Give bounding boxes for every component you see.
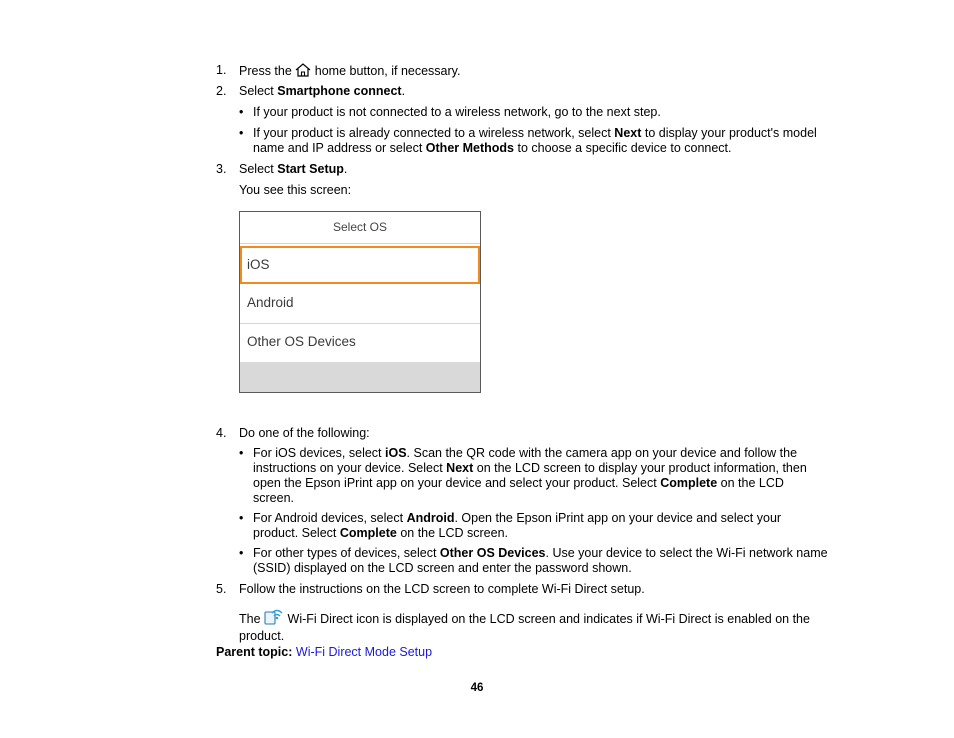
text: on the LCD screen. — [253, 476, 784, 505]
step-3-bold: Start Setup — [277, 162, 344, 176]
step-4-bullet-android — [253, 511, 828, 541]
step-3-pre: Select — [239, 162, 274, 176]
bold-text: Android — [406, 511, 455, 525]
bullet: • — [239, 511, 244, 525]
text: For Android devices, select — [253, 511, 404, 525]
wifi-direct-icon — [264, 609, 284, 629]
bold-text: Next — [446, 461, 474, 475]
step-5-text: Follow the instructions on the LCD screen to complete Wi-Fi Direct setup. — [239, 582, 645, 596]
lcd-select-os-screen — [239, 211, 481, 393]
step-2-pre: Select — [239, 84, 274, 98]
bullet: • — [239, 105, 244, 119]
text: If your product is already connected to a wireless network, select — [253, 126, 611, 140]
text: Wi-Fi Direct icon is displayed on the LCD screen and indicates if Wi-Fi Direct is enabled on the product. — [239, 612, 810, 643]
step-4-bullet-other — [253, 546, 828, 576]
parent-topic-label: Parent topic: — [216, 645, 293, 659]
step-1-pre: Press the — [239, 64, 292, 78]
lcd-footer-bar — [240, 362, 480, 392]
text: . Open the Epson iPrint app on your device and select your product. Select — [253, 511, 782, 540]
page-number: 46 — [470, 682, 484, 694]
divider — [240, 243, 480, 244]
lcd-option-ios[interactable]: iOS — [240, 246, 480, 284]
text: . Use your device to select the Wi-Fi network name (SSID) displayed on the LCD screen and enter the password shown. — [253, 546, 828, 575]
parent-topic-link[interactable]: Wi-Fi Direct Mode Setup — [295, 645, 433, 659]
step-3-text — [239, 162, 829, 177]
step-2-bullet-2 — [253, 126, 828, 156]
step-2-post: . — [401, 84, 406, 98]
text: The — [239, 612, 261, 626]
bold-text: iOS — [385, 446, 407, 460]
step-number: 3. — [216, 162, 227, 176]
text: For iOS devices, select — [253, 446, 382, 460]
bullet: • — [239, 546, 244, 560]
step-2-bold: Smartphone connect — [277, 84, 402, 98]
text: to display your product's model name and IP address or select — [253, 126, 817, 155]
step-number: 5. — [216, 582, 227, 596]
step-4-bullet-ios — [253, 446, 828, 506]
step-1-post: home button, if necessary. — [314, 64, 461, 78]
step-2-bullet-1: If your product is not connected to a wireless network, go to the next step. — [253, 105, 661, 119]
step-3-post: . — [343, 162, 348, 176]
step-number: 4. — [216, 426, 227, 440]
lcd-option-other-os[interactable]: Other OS Devices — [247, 334, 356, 349]
step-4-text: Do one of the following: — [239, 426, 370, 440]
bullet: • — [239, 446, 244, 460]
step-3-note: You see this screen: — [239, 183, 352, 197]
text: to choose a specific device to connect. — [517, 141, 732, 155]
bold-text: Complete — [339, 526, 397, 540]
text: on the LCD screen. — [400, 526, 509, 540]
step-2-text — [239, 84, 829, 99]
step-number: 1. — [216, 63, 227, 77]
text: For other types of devices, select — [253, 546, 437, 560]
bold-text: Other Methods — [425, 141, 514, 155]
text: on the LCD screen to display your product information, then open the Epson iPrint app on your device and select your product. Select — [253, 461, 807, 490]
bold-text: Complete — [660, 476, 718, 490]
home-icon — [295, 63, 311, 81]
step-1-text — [239, 63, 829, 81]
bullet: • — [239, 126, 244, 140]
text: . Scan the QR code with the camera app on your device and follow the instructions on your device. Select — [253, 446, 798, 475]
lcd-title: Select OS — [332, 220, 388, 234]
bold-text: Next — [614, 126, 642, 140]
step-5-note — [239, 609, 829, 644]
lcd-option-android[interactable]: Android — [247, 295, 294, 310]
parent-topic — [216, 645, 432, 660]
bold-text: Other OS Devices — [439, 546, 546, 560]
step-number: 2. — [216, 84, 227, 98]
